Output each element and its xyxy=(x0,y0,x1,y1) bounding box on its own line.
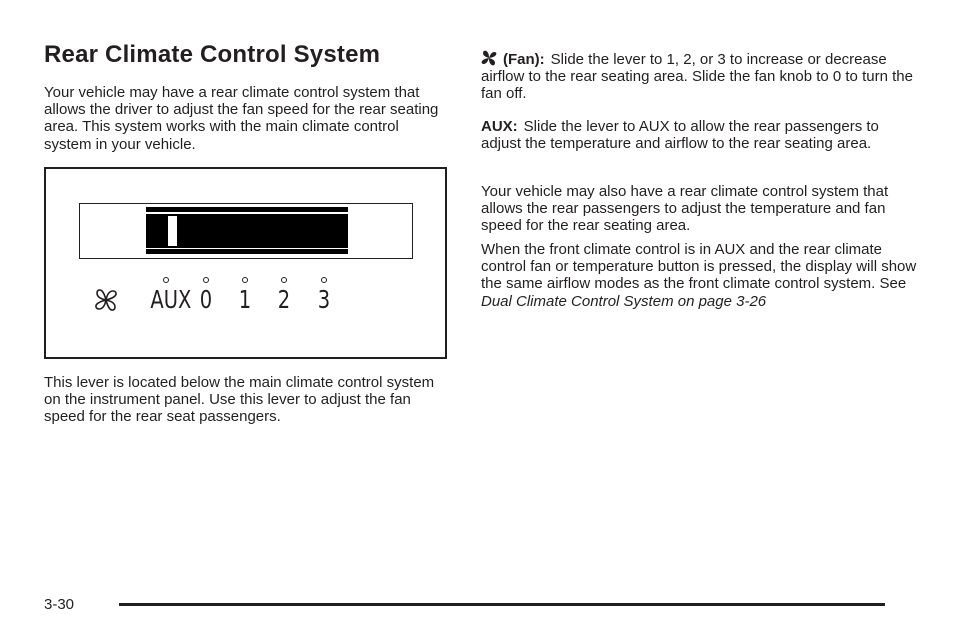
fan-term: (Fan): xyxy=(503,51,545,68)
lever-scale xyxy=(46,277,449,317)
position-label: 3 xyxy=(317,285,331,314)
position-1 xyxy=(225,277,265,313)
lever-knob xyxy=(168,216,177,246)
position-label: 1 xyxy=(238,285,252,314)
position-dot xyxy=(321,277,327,283)
rear-passenger-paragraph: Your vehicle may also have a rear climate control system that allows the rear passengers to adjust the temperature and fan speed for the rear seating area. xyxy=(481,183,889,235)
position-aux xyxy=(146,277,192,314)
position-0 xyxy=(186,277,226,313)
aux-text: Slide the lever to AUX to allow the rear passengers to adjust the temperature and airflow to the rear seating area. xyxy=(481,118,879,153)
fan-text: Slide the lever to 1, 2, or 3 to increase or decrease airflow to the rear seating area. Slide the fan knob to 0 to turn the fan off. xyxy=(481,51,913,103)
position-label: 0 xyxy=(199,285,213,314)
fan-icon xyxy=(481,49,497,67)
position-dot xyxy=(163,277,169,283)
position-label: 2 xyxy=(277,285,291,314)
aux-description xyxy=(481,118,921,152)
position-dot xyxy=(242,277,248,283)
footer-rule xyxy=(119,603,885,606)
front-aux-paragraph xyxy=(481,241,921,310)
section-heading: Rear Climate Control System xyxy=(44,41,381,68)
aux-term: AUX: xyxy=(481,118,518,135)
position-2 xyxy=(264,277,304,313)
position-dot xyxy=(203,277,209,283)
lever-paragraph: This lever is located below the main climate control system on the instrument panel. Use this lever to adjust the fan speed for the rear seat passengers. xyxy=(44,374,435,426)
page-number: 3-30 xyxy=(44,596,75,613)
intro-paragraph: Your vehicle may have a rear climate control system that allows the driver to adjust the fan speed for the rear seating area. This system works with the main climate control system in your vehicle. xyxy=(44,84,439,153)
lever-slot xyxy=(79,203,413,259)
position-label: AUX xyxy=(150,285,192,314)
fan-description xyxy=(481,49,921,103)
position-dot xyxy=(281,277,287,283)
lever-track xyxy=(146,207,348,254)
front-aux-text: When the front climate control is in AUX and the rear climate control fan or temperature button is pressed, the display will show the same airflow modes as the front climate control system. See xyxy=(481,241,917,293)
rear-fan-lever-illustration xyxy=(44,167,447,359)
position-3 xyxy=(304,277,344,313)
cross-reference-link[interactable]: Dual Climate Control System on page 3-26 xyxy=(481,292,767,310)
